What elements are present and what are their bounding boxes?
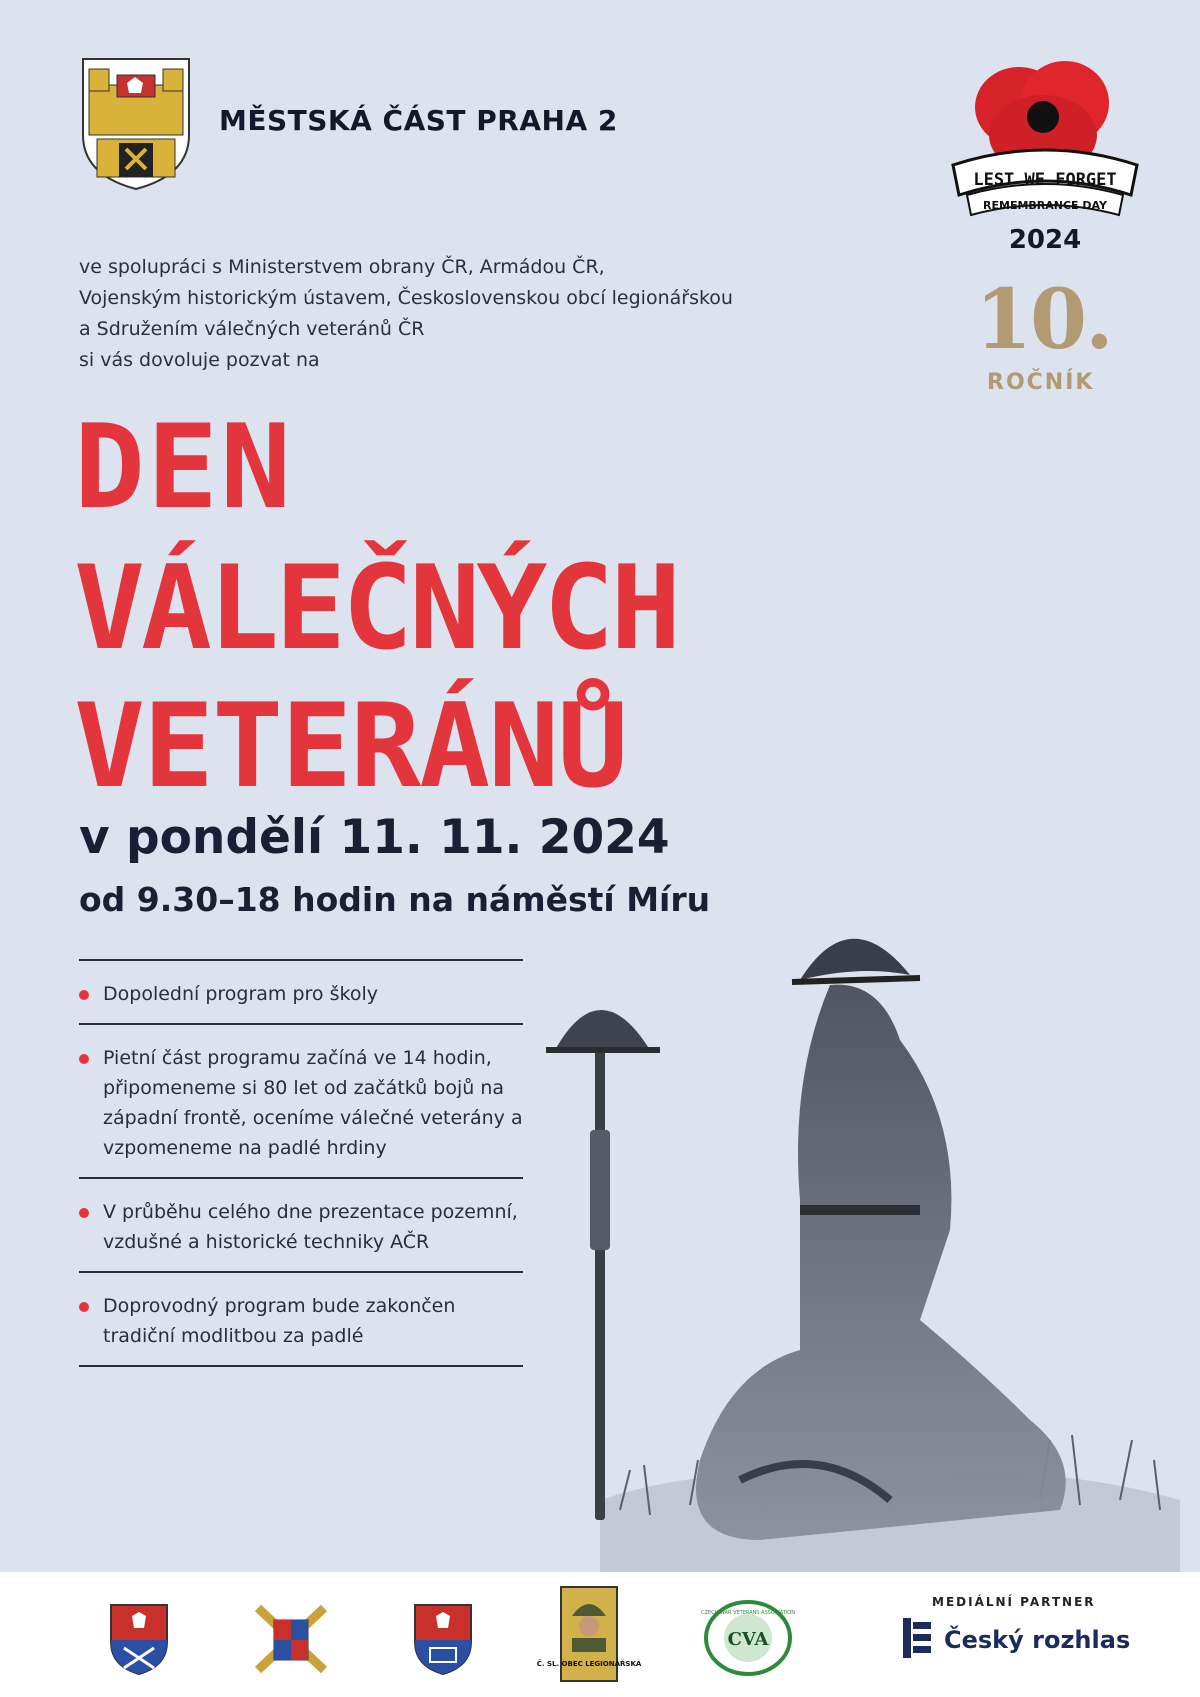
program-item-text: Pietní část programu začíná ve 14 hodin, připomeneme si 80 let od začátků bojů na západní frontě, oceníme válečné veterány a vzpomeneme na padlé hrdiny xyxy=(103,1047,523,1159)
media-partner-name: Český rozhlas xyxy=(944,1626,1131,1654)
cva-logo-ring: CZECH WAR VETERANS ASSOCIATION xyxy=(701,1610,795,1616)
soldier-illustration xyxy=(560,900,1200,1590)
program-item-text: V průběhu celého dne prezentace pozemní, vzdušné a historické techniky AČR xyxy=(103,1201,518,1253)
program-item xyxy=(79,1023,523,1177)
cesky-rozhlas-icon xyxy=(903,1618,933,1658)
bullet-icon xyxy=(79,990,89,1000)
program-item xyxy=(79,959,523,1023)
invitation-line: a Sdružením válečných veteránů ČR xyxy=(79,318,425,340)
event-date: v pondělí 11. 11. 2024 xyxy=(79,810,670,865)
cross-swords-crest-icon xyxy=(108,1602,170,1676)
program-item-text: Dopolední program pro školy xyxy=(103,983,378,1005)
title-line-1: DEN xyxy=(74,399,294,535)
media-partner-label: MEDIÁLNÍ PARTNER xyxy=(932,1595,1096,1609)
edition-label: ROČNÍK xyxy=(987,370,1095,395)
program-item xyxy=(79,1271,523,1367)
title-line-3: VETERÁNŮ xyxy=(74,678,627,814)
district-name: MĚSTSKÁ ČÁST PRAHA 2 xyxy=(219,104,618,137)
badge-year: 2024 xyxy=(1008,225,1082,255)
bullet-icon xyxy=(79,1302,89,1312)
praha2-crest-icon xyxy=(79,55,193,193)
legion-logo-icon xyxy=(536,1586,642,1682)
program-list xyxy=(79,959,523,1367)
bullet-icon xyxy=(79,1208,89,1218)
invitation-text xyxy=(79,252,799,376)
poppy-icon xyxy=(945,45,1145,255)
footer-logos xyxy=(0,1572,1200,1697)
title-line-2: VÁLEČNÝCH xyxy=(74,540,678,676)
invitation-line: Vojenským historickým ústavem, Československou obcí legionářskou xyxy=(79,287,733,309)
program-item-text: Doprovodný program bude zakončen tradiční modlitbou za padlé xyxy=(103,1295,456,1347)
poppy-ribbon-subtext: REMEMBRANCE DAY xyxy=(983,199,1107,212)
ministry-crest-icon xyxy=(412,1602,474,1676)
poppy-ribbon-text: LEST WE FORGET xyxy=(973,170,1117,190)
event-time-place: od 9.30–18 hodin na náměstí Míru xyxy=(79,880,711,919)
invitation-line: ve spolupráci s Ministerstvem obrany ČR, Armádou ČR, xyxy=(79,256,605,278)
cva-logo-text: CVA xyxy=(727,1629,769,1650)
legion-logo-text: Č. SL. OBEC LEGIONÁŘSKÁ xyxy=(536,1660,642,1668)
program-item xyxy=(79,1177,523,1271)
cva-logo-icon xyxy=(702,1598,794,1678)
invitation-line: si vás dovoluje pozvat na xyxy=(79,349,320,371)
edition-number: 10. xyxy=(975,272,1112,368)
army-crest-icon xyxy=(252,1602,330,1676)
bullet-icon xyxy=(79,1054,89,1064)
